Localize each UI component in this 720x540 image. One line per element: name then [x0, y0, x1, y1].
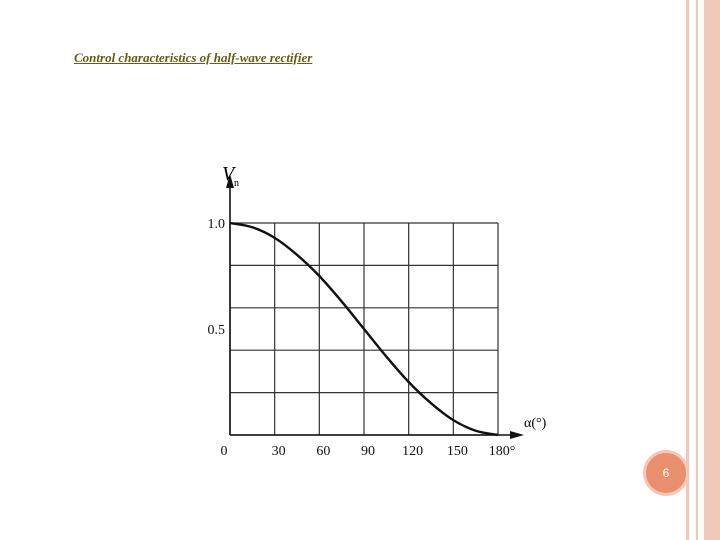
x-tick-label: 30	[271, 444, 286, 459]
x-tick-label: 60	[316, 444, 331, 459]
y-axis-label-subscript: n	[234, 178, 239, 189]
x-tick-label: 0	[220, 444, 228, 459]
x-axis-arrow	[510, 431, 524, 439]
x-axis-label: α(°)	[524, 416, 547, 431]
border-strip-thin-left	[686, 0, 689, 540]
y-tick-label: 0.5	[207, 323, 225, 338]
chart-axes	[226, 174, 524, 439]
x-tick-label: 180°	[488, 444, 516, 459]
slide-border-decoration	[686, 0, 720, 540]
page-number-badge	[643, 450, 689, 496]
chart-labels	[208, 217, 516, 459]
x-tick-label: 150	[446, 444, 468, 459]
slide-title: Control characteristics of half-wave rectifier	[74, 50, 313, 65]
y-axis-label: V	[222, 163, 235, 185]
x-tick-label: 120	[402, 444, 424, 459]
border-strip-thin-middle	[696, 0, 698, 540]
y-tick-label: 1.0	[207, 217, 225, 232]
line-chart	[180, 150, 547, 470]
border-strip-wide	[704, 0, 720, 540]
x-tick-label: 90	[361, 444, 375, 459]
page-number: 6	[662, 466, 670, 480]
